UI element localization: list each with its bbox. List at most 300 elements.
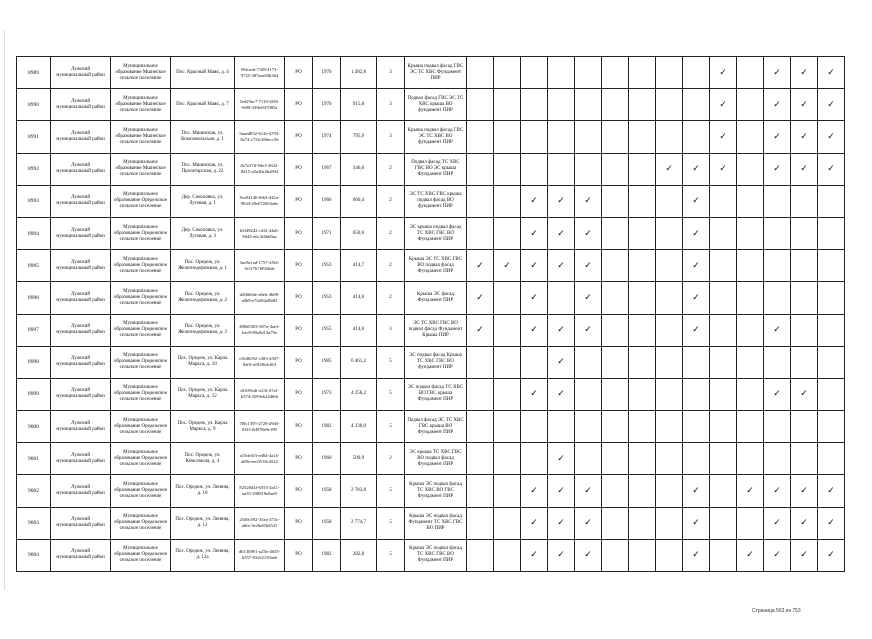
check-cell <box>791 314 818 346</box>
ownership-cell: РО <box>285 57 313 89</box>
check-cell <box>818 378 845 410</box>
works-list-cell: Крыша ЭС ТС ХВС ГВС ВО подвал фасад Фундамент ПИР <box>405 250 467 282</box>
check-cell <box>656 507 683 539</box>
check-cell <box>602 89 629 121</box>
area-cell: 282,8 <box>341 539 377 571</box>
checkmark-icon: ✓ <box>584 518 592 529</box>
check-cell <box>494 314 521 346</box>
check-cell <box>656 314 683 346</box>
checkmark-icon: ✓ <box>773 164 781 175</box>
check-cell <box>818 250 845 282</box>
guid-cell: d2f6b0de-a6eb-4b08-a0b9-e7fa9f2e8b83 <box>235 282 285 314</box>
check-cell <box>575 250 602 282</box>
check-cell <box>521 57 548 89</box>
check-cell <box>710 89 737 121</box>
check-cell <box>629 89 656 121</box>
check-cell <box>818 507 845 539</box>
check-cell <box>683 217 710 249</box>
area-cell: 414,6 <box>341 282 377 314</box>
check-cell <box>683 539 710 571</box>
area-cell: 6 461,2 <box>341 346 377 378</box>
check-cell <box>764 282 791 314</box>
check-cell <box>683 121 710 153</box>
settlement-cell: Муниципальное образование Мшинское сельское поселение <box>111 153 171 185</box>
area-cell: 346,0 <box>341 153 377 185</box>
check-cell <box>467 539 494 571</box>
check-cell <box>656 89 683 121</box>
check-cell <box>494 57 521 89</box>
address-cell: Пос. Оредеж, ул. Карла Маркса, д. 9 <box>171 411 235 443</box>
check-cell <box>656 539 683 571</box>
checkmark-icon: ✓ <box>827 518 835 529</box>
check-cell <box>494 475 521 507</box>
check-cell <box>737 378 764 410</box>
checkmark-icon: ✓ <box>530 292 538 303</box>
works-list-cell: Крыша ЭС подвал фасад Фундамент ТС ХВС ГВС ВО ПИР <box>405 507 467 539</box>
checkmark-icon: ✓ <box>800 99 808 110</box>
check-cell <box>629 153 656 185</box>
check-cell <box>710 539 737 571</box>
year-cell: 1953 <box>313 250 341 282</box>
checkmark-icon: ✓ <box>557 196 565 207</box>
check-cell <box>818 411 845 443</box>
check-cell <box>710 475 737 507</box>
works-count-cell: 3 <box>377 121 405 153</box>
check-cell <box>629 314 656 346</box>
works-count-cell: 5 <box>377 475 405 507</box>
check-cell <box>521 539 548 571</box>
check-cell <box>467 346 494 378</box>
row-number: 8991 <box>17 121 51 153</box>
check-cell <box>494 89 521 121</box>
works-list-cell: Подвал фасад ГВС ЭС ТС ХВС крыша ВО фундамент ПИР <box>405 89 467 121</box>
scan-edge <box>4 30 5 590</box>
check-cell <box>710 346 737 378</box>
check-cell <box>683 89 710 121</box>
works-list-cell: Крыша подвал фасад ГВС ЭС ТС ХВС Фундамент ПИР <box>405 57 467 89</box>
check-cell <box>683 314 710 346</box>
year-cell: 1982 <box>313 411 341 443</box>
check-cell <box>494 250 521 282</box>
check-cell <box>467 217 494 249</box>
works-count-cell: 2 <box>377 217 405 249</box>
check-cell <box>818 153 845 185</box>
check-cell <box>791 121 818 153</box>
check-cell <box>764 475 791 507</box>
check-cell <box>791 378 818 410</box>
check-cell <box>764 539 791 571</box>
check-cell <box>764 411 791 443</box>
works-list-cell: ЭС подвал фасад Крыша ТС ХВС ГВС ВО фундамент ПИР <box>405 346 467 378</box>
address-cell: Пос. Оредеж, ул. Железнодорожная, д. 2 <box>171 282 235 314</box>
check-cell <box>548 153 575 185</box>
table-row <box>17 121 845 153</box>
table-row <box>17 185 845 217</box>
table-row <box>17 507 845 539</box>
works-count-cell: 2 <box>377 282 405 314</box>
guid-cell: db130891-a25b-4635-b557-032e2139aeb <box>235 539 285 571</box>
check-cell <box>737 250 764 282</box>
settlement-cell: Муниципальное образование Мшинское сельское поселение <box>111 121 171 153</box>
row-number: 9004 <box>17 539 51 571</box>
checkmark-icon: ✓ <box>476 292 484 303</box>
ownership-cell: РО <box>285 475 313 507</box>
address-cell: Пос. Оредеж, ул. Комсомола, д. 4 <box>171 443 235 475</box>
check-cell <box>467 314 494 346</box>
year-cell: 1982 <box>313 539 341 571</box>
checkmark-icon: ✓ <box>827 550 835 561</box>
checkmark-icon: ✓ <box>719 67 727 78</box>
check-cell <box>656 153 683 185</box>
guid-cell: 5ed29ac7-7119-4f36-9e98-349eff47085a <box>235 89 285 121</box>
check-cell <box>602 346 629 378</box>
check-cell <box>710 153 737 185</box>
guid-cell: d1639cdf-a23f-47af-b374-2599eb2446fb <box>235 378 285 410</box>
settlement-cell: Муниципальное образование Оредежское сельское поселение <box>111 346 171 378</box>
check-cell <box>656 475 683 507</box>
district-cell: Лужский муниципальный район <box>51 378 111 410</box>
year-cell: 1971 <box>313 217 341 249</box>
checkmark-icon: ✓ <box>503 260 511 271</box>
check-cell <box>548 475 575 507</box>
checkmark-icon: ✓ <box>584 486 592 497</box>
check-cell <box>737 89 764 121</box>
works-count-cell: 5 <box>377 378 405 410</box>
checkmark-icon: ✓ <box>800 164 808 175</box>
row-number: 9002 <box>17 475 51 507</box>
table-row <box>17 217 845 249</box>
check-cell <box>683 153 710 185</box>
table-row <box>17 153 845 185</box>
checkmark-icon: ✓ <box>557 228 565 239</box>
row-number: 8995 <box>17 250 51 282</box>
address-cell: Пос. Мшинская, ул. Комсомольская, д. 1 <box>171 121 235 153</box>
check-cell <box>818 217 845 249</box>
check-cell <box>629 217 656 249</box>
area-cell: 2 783,8 <box>341 475 377 507</box>
ownership-cell: РО <box>285 153 313 185</box>
check-cell <box>494 282 521 314</box>
checkmark-icon: ✓ <box>827 67 835 78</box>
check-cell <box>629 282 656 314</box>
check-cell <box>494 411 521 443</box>
check-cell <box>764 378 791 410</box>
row-number: 8992 <box>17 153 51 185</box>
address-cell: Дер. Соколовка, ул. Луговая, д. 3 <box>171 217 235 249</box>
checkmark-icon: ✓ <box>827 99 835 110</box>
address-cell: Пос. Оредеж, ул. Ленина, д. 12 <box>171 507 235 539</box>
area-cell: 2 774,7 <box>341 507 377 539</box>
check-cell <box>494 378 521 410</box>
guid-cell: 5aaed832-612e-4793-8a74-c73fc386ecc5b <box>235 121 285 153</box>
check-cell <box>602 443 629 475</box>
settlement-cell: Муниципальное образование Оредежское сельское поселение <box>111 314 171 346</box>
check-cell <box>548 57 575 89</box>
check-cell <box>737 475 764 507</box>
check-cell <box>494 185 521 217</box>
guid-cell: b3f49242-c4f2-44a6-8d43-a6c3f4bb9aa <box>235 217 285 249</box>
ownership-cell: РО <box>285 185 313 217</box>
checkmark-icon: ✓ <box>800 67 808 78</box>
checkmark-icon: ✓ <box>800 389 808 400</box>
row-number: 8996 <box>17 282 51 314</box>
check-cell <box>575 217 602 249</box>
area-cell: 915,8 <box>341 89 377 121</box>
ownership-cell: РО <box>285 217 313 249</box>
check-cell <box>737 185 764 217</box>
guid-cell: 06fcade-73f8-4173-9725-387aea03b364 <box>235 57 285 89</box>
check-cell <box>683 282 710 314</box>
settlement-cell: Муниципальное образование Мшинское сельское поселение <box>111 57 171 89</box>
row-number: 8989 <box>17 57 51 89</box>
check-cell <box>737 539 764 571</box>
works-list-cell: Крыша ЭС фасад Фундамент ПИР <box>405 282 467 314</box>
checkmark-icon: ✓ <box>692 325 700 336</box>
check-cell <box>737 314 764 346</box>
address-cell: Пос. Оредеж, ул. Ленина, д. 10 <box>171 475 235 507</box>
check-cell <box>521 507 548 539</box>
settlement-cell: Муниципальное образование Оредежское сельское поселение <box>111 378 171 410</box>
district-cell: Лужский муниципальный район <box>51 443 111 475</box>
check-cell <box>467 250 494 282</box>
district-cell: Лужский муниципальный район <box>51 153 111 185</box>
ownership-cell: РО <box>285 539 313 571</box>
checkmark-icon: ✓ <box>719 99 727 110</box>
works-count-cell: 5 <box>377 411 405 443</box>
check-cell <box>602 185 629 217</box>
row-number: 8990 <box>17 89 51 121</box>
check-cell <box>764 89 791 121</box>
works-list-cell: ЭС крыша ТС ХВС ГВС ВО подвал фасад Фундамент ПИР <box>405 443 467 475</box>
checkmark-icon: ✓ <box>557 486 565 497</box>
check-cell <box>818 539 845 571</box>
check-cell <box>710 250 737 282</box>
checkmark-icon: ✓ <box>800 550 808 561</box>
ownership-cell: РО <box>285 314 313 346</box>
table-row <box>17 378 845 410</box>
settlement-cell: Муниципальное образование Оредежское сельское поселение <box>111 475 171 507</box>
guid-cell: c5646592-c583-4507-8a0f-a182f6dc0f4 <box>235 346 285 378</box>
table-row <box>17 282 845 314</box>
check-cell <box>548 217 575 249</box>
works-list-cell: Подвал фасад ТС ХВС ГВС ВО ЭС крыша Фундамент ПИР <box>405 153 467 185</box>
check-cell <box>602 475 629 507</box>
check-cell <box>764 185 791 217</box>
district-cell: Лужский муниципальный район <box>51 539 111 571</box>
check-cell <box>575 282 602 314</box>
checkmark-icon: ✓ <box>773 131 781 142</box>
check-cell <box>521 475 548 507</box>
check-cell <box>764 57 791 89</box>
check-cell <box>629 185 656 217</box>
checkmark-icon: ✓ <box>692 292 700 303</box>
ownership-cell: РО <box>285 250 313 282</box>
row-number: 9001 <box>17 443 51 475</box>
works-list-cell: Крыша ЭС подвал фасад ТС ХВС ВО ГВС Фундамент ПИР <box>405 475 467 507</box>
address-cell: Пос. Красный Маяк, д. 4 <box>171 57 235 89</box>
district-cell: Лужский муниципальный район <box>51 507 111 539</box>
guid-cell: 3ae9a1ad-1757-45f4-9c1f7b7f092bde <box>235 250 285 282</box>
works-list-cell: ЭС ТС ХВС ГВС ВО подвал фасад Фундамент Крыша ПИР <box>405 314 467 346</box>
guid-cell: 9ce04140-6fb3-442a-9634-29e072603a6e <box>235 185 285 217</box>
check-cell <box>818 443 845 475</box>
check-cell <box>521 346 548 378</box>
works-list-cell: ЭС ТС ХВС ГВС крыша подвал фасад ВО фундамент ПИР <box>405 185 467 217</box>
check-cell <box>737 507 764 539</box>
check-cell <box>494 507 521 539</box>
guid-cell: 2b7e27d-94e3-4632-8415-a5a30e2ba994 <box>235 153 285 185</box>
row-number: 9000 <box>17 411 51 443</box>
checkmark-icon: ✓ <box>584 228 592 239</box>
checkmark-icon: ✓ <box>773 67 781 78</box>
check-cell <box>710 217 737 249</box>
check-cell <box>548 250 575 282</box>
address-cell: Пос. Оредеж, ул. Карла Маркса, д. 10 <box>171 346 235 378</box>
check-cell <box>521 153 548 185</box>
check-cell <box>764 346 791 378</box>
check-cell <box>494 539 521 571</box>
check-cell <box>467 153 494 185</box>
guid-cell: 78fc1395-2728-49d5-8f33-0d978e9e199 <box>235 411 285 443</box>
check-cell <box>818 121 845 153</box>
check-cell <box>548 282 575 314</box>
district-cell: Лужский муниципальный район <box>51 217 111 249</box>
guid-cell: a15dc6f3-ed84-4a14-a08e-eec0518c4522 <box>235 443 285 475</box>
checkmark-icon: ✓ <box>692 196 700 207</box>
checkmark-icon: ✓ <box>719 131 727 142</box>
district-cell: Лужский муниципальный район <box>51 89 111 121</box>
row-number: 9003 <box>17 507 51 539</box>
works-count-cell: 3 <box>377 314 405 346</box>
check-cell <box>818 89 845 121</box>
check-cell <box>656 346 683 378</box>
checkmark-icon: ✓ <box>692 228 700 239</box>
check-cell <box>791 185 818 217</box>
district-cell: Лужский муниципальный район <box>51 314 111 346</box>
check-cell <box>602 57 629 89</box>
check-cell <box>791 507 818 539</box>
check-cell <box>629 346 656 378</box>
check-cell <box>521 282 548 314</box>
checkmark-icon: ✓ <box>692 550 700 561</box>
checkmark-icon: ✓ <box>800 518 808 529</box>
checkmark-icon: ✓ <box>773 99 781 110</box>
check-cell <box>656 217 683 249</box>
check-cell <box>710 443 737 475</box>
checkmark-icon: ✓ <box>773 486 781 497</box>
checkmark-icon: ✓ <box>557 453 565 464</box>
check-cell <box>548 443 575 475</box>
checkmark-icon: ✓ <box>827 164 835 175</box>
settlement-cell: Муниципальное образование Оредежское сельское поселение <box>111 217 171 249</box>
district-cell: Лужский муниципальный район <box>51 411 111 443</box>
works-list-cell: Крыша подвал фасад ГВС ЭС ТС ХВС ВО фундамент ПИР <box>405 121 467 153</box>
ownership-cell: РО <box>285 378 313 410</box>
check-cell <box>521 411 548 443</box>
check-cell <box>656 57 683 89</box>
area-cell: 795,9 <box>341 121 377 153</box>
year-cell: 1960 <box>313 443 341 475</box>
ownership-cell: РО <box>285 282 313 314</box>
checkmark-icon: ✓ <box>773 389 781 400</box>
ownership-cell: РО <box>285 121 313 153</box>
check-cell <box>629 121 656 153</box>
check-cell <box>629 507 656 539</box>
checkmark-icon: ✓ <box>530 325 538 336</box>
check-cell <box>656 282 683 314</box>
check-cell <box>629 475 656 507</box>
check-cell <box>521 217 548 249</box>
check-cell <box>467 185 494 217</box>
check-cell <box>656 378 683 410</box>
check-cell <box>710 378 737 410</box>
checkmark-icon: ✓ <box>530 550 538 561</box>
check-cell <box>791 346 818 378</box>
checkmark-icon: ✓ <box>557 518 565 529</box>
checkmark-icon: ✓ <box>476 325 484 336</box>
settlement-cell: Муниципальное образование Оредежское сельское поселение <box>111 185 171 217</box>
check-cell <box>467 475 494 507</box>
check-cell <box>710 314 737 346</box>
check-cell <box>737 121 764 153</box>
check-cell <box>575 507 602 539</box>
check-cell <box>791 57 818 89</box>
check-cell <box>710 185 737 217</box>
table-row <box>17 475 845 507</box>
year-cell: 1967 <box>313 153 341 185</box>
works-count-cell: 5 <box>377 507 405 539</box>
address-cell: Пос. Оредеж, ул. Железнодорожная, д. 1 <box>171 250 235 282</box>
works-count-cell: 5 <box>377 539 405 571</box>
check-cell <box>521 378 548 410</box>
check-cell <box>683 378 710 410</box>
table-row <box>17 411 845 443</box>
page-footer: Страница 563 из 753 <box>752 608 801 614</box>
check-cell <box>521 314 548 346</box>
check-cell <box>575 539 602 571</box>
check-cell <box>791 153 818 185</box>
row-number: 8994 <box>17 217 51 249</box>
check-cell <box>764 314 791 346</box>
table-row <box>17 539 845 571</box>
area-cell: 1 282,8 <box>341 57 377 89</box>
ownership-cell: РО <box>285 507 313 539</box>
check-cell <box>710 57 737 89</box>
checkmark-icon: ✓ <box>773 325 781 336</box>
check-cell <box>764 217 791 249</box>
check-cell <box>602 378 629 410</box>
area-cell: 660,4 <box>341 185 377 217</box>
checkmark-icon: ✓ <box>557 550 565 561</box>
row-number: 8997 <box>17 314 51 346</box>
address-cell: Дер. Соколовка, ул. Луговая, д. 1 <box>171 185 235 217</box>
check-cell <box>548 411 575 443</box>
check-cell <box>791 89 818 121</box>
check-cell <box>737 153 764 185</box>
guid-cell: 498d5503-587a-4ae3-bec8-80a9d13a79a <box>235 314 285 346</box>
check-cell <box>575 378 602 410</box>
check-cell <box>548 507 575 539</box>
table-row <box>17 346 845 378</box>
ownership-cell: РО <box>285 443 313 475</box>
settlement-cell: Муниципальное образование Оредежское сельское поселение <box>111 411 171 443</box>
check-cell <box>656 443 683 475</box>
checkmark-icon: ✓ <box>827 486 835 497</box>
check-cell <box>737 282 764 314</box>
check-cell <box>683 507 710 539</box>
check-cell <box>818 346 845 378</box>
year-cell: 1966 <box>313 185 341 217</box>
